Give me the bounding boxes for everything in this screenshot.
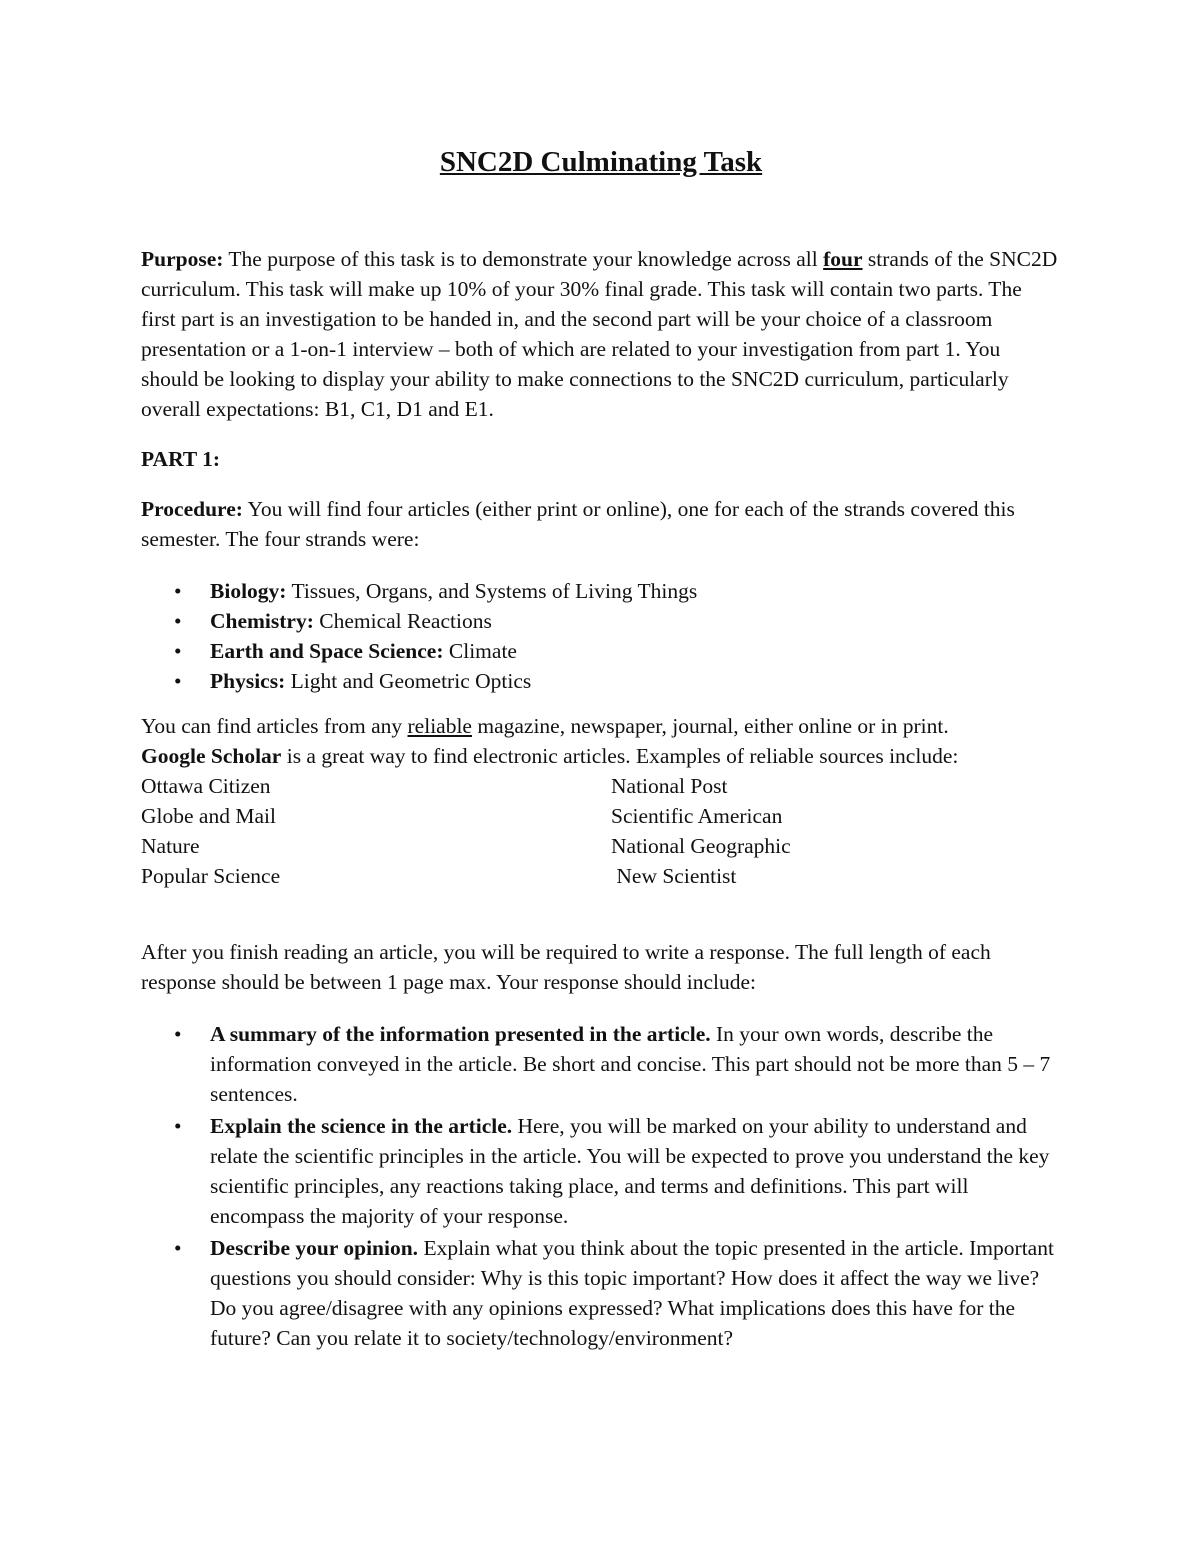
- strand-label: Earth and Space Science:: [210, 639, 444, 663]
- purpose-label: Purpose:: [141, 247, 224, 271]
- sources-intro-text-2: magazine, newspaper, journal, either online or in print.: [471, 714, 949, 738]
- strand-label: Physics:: [210, 669, 286, 693]
- part1-heading: PART 1:: [141, 447, 221, 471]
- purpose-text-2: strands of the SNC2D curriculum. This task will make up 10% of your 30% final grade. This task will contain two parts. The first part is an investigation to be handed in, and the second part will be your choice of a classroom presentation or a 1-on-1 interview – both of which are related to your investigation from part 1. You should be looking to display your ability to make connections to the SNC2D curriculum, particularly overall expectations: B1, C1, D1 and E1.: [141, 247, 1058, 421]
- list-item: [141, 1111, 1061, 1231]
- strand-text: Light and Geometric Optics: [285, 669, 532, 693]
- bullet-icon: •: [174, 1114, 182, 1138]
- list-item: [141, 666, 1061, 696]
- sources-intro-emphasis: reliable: [407, 714, 472, 738]
- requirement-text: Here, you will be marked on your ability to understand and relate the scientific principles in the article. You will be expected to prove you understand the key scientific principles, any reactions taking place, and terms and definitions. This part will encompass the majority of your response.: [210, 1114, 1050, 1228]
- source-right: National Post: [611, 774, 728, 798]
- strands-list: [141, 576, 1061, 696]
- source-right: Scientific American: [611, 804, 783, 828]
- after-reading-paragraph: After you finish reading an article, you will be required to write a response. The full length of each response should be between 1 page max. Your response should include:: [141, 940, 991, 994]
- requirement-label: A summary of the information presented in the article.: [210, 1022, 711, 1046]
- purpose-emphasis: four: [823, 247, 863, 271]
- procedure-text: You will find four articles (either print or online), one for each of the strands covered this semester. The four strands were:: [141, 497, 1015, 551]
- requirement-label: Explain the science in the article.: [210, 1114, 513, 1138]
- sources-intro-paragraph: [141, 711, 1061, 771]
- bullet-icon: •: [174, 579, 182, 603]
- bullet-icon: •: [174, 639, 182, 663]
- bullet-icon: •: [174, 609, 182, 633]
- bullet-icon: •: [174, 669, 182, 693]
- requirement-label: Describe your opinion.: [210, 1236, 419, 1260]
- requirement-text: Explain what you think about the topic presented in the article. Important questions you should consider: Why is this topic important? How does it affect the way we live? Do you agree/disagree with any opinions expressed? What implications does this have for the future? Can you relate it to society/technology/environment?: [210, 1236, 1054, 1350]
- strand-label: Biology:: [210, 579, 287, 603]
- requirements-list: [141, 1019, 1061, 1355]
- source-right: New Scientist: [611, 864, 737, 888]
- source-left: Globe and Mail: [141, 804, 276, 828]
- strand-label: Chemistry:: [210, 609, 314, 633]
- document-title: SNC2D Culminating Task: [439, 146, 763, 178]
- list-item: [141, 636, 1061, 666]
- source-left: Popular Science: [141, 864, 281, 888]
- bullet-icon: •: [174, 1022, 182, 1046]
- procedure-label: Procedure:: [141, 497, 243, 521]
- sources-intro-text-1: You can find articles from any: [141, 714, 408, 738]
- source-left: Nature: [141, 834, 200, 858]
- list-item: [141, 1019, 1061, 1109]
- sources-table: [141, 771, 1061, 891]
- strand-text: Climate: [443, 639, 517, 663]
- source-right: National Geographic: [611, 834, 791, 858]
- strand-text: Tissues, Organs, and Systems of Living Things: [286, 579, 698, 603]
- requirement-text: In your own words, describe the information conveyed in the article. Be short and concise. This part should not be more than 5 – 7 sentences.: [210, 1022, 1051, 1106]
- list-item: [141, 606, 1061, 636]
- purpose-text-1: The purpose of this task is to demonstrate your knowledge across all: [223, 247, 824, 271]
- list-item: [141, 1233, 1061, 1353]
- purpose-paragraph: [141, 244, 1061, 424]
- sources-intro-text-3: is a great way to find electronic articles. Examples of reliable sources include:: [281, 744, 959, 768]
- procedure-paragraph: [141, 494, 1061, 554]
- google-scholar-label: Google Scholar: [141, 744, 282, 768]
- source-left: Ottawa Citizen: [141, 774, 271, 798]
- bullet-icon: •: [174, 1236, 182, 1260]
- list-item: [141, 576, 1061, 606]
- strand-text: Chemical Reactions: [313, 609, 492, 633]
